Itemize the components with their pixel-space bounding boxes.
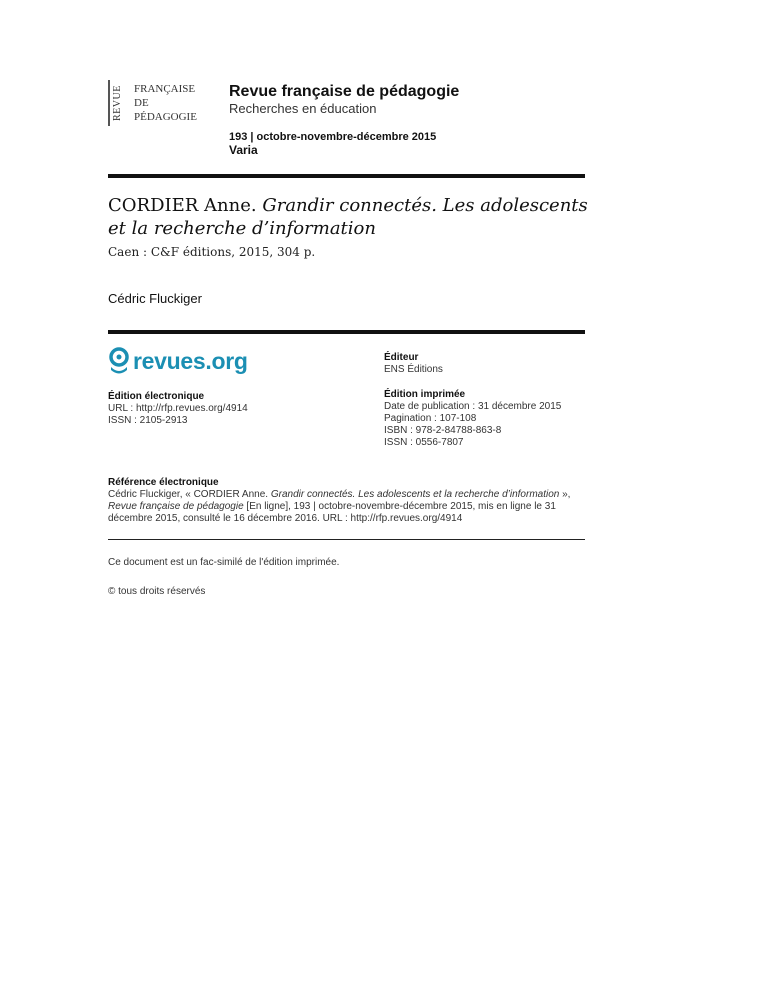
top-divider: [108, 174, 585, 178]
revues-logo[interactable]: [108, 347, 248, 375]
edition-imprimee-date: Date de publication : 31 décembre 2015: [384, 401, 562, 412]
edition-imprimee-block: [384, 389, 561, 449]
editeur-block: [384, 352, 443, 376]
logo-line-1: FRANÇAISE: [134, 83, 196, 95]
edition-imprimee-label: Édition imprimée: [384, 389, 466, 400]
reference-electronique: [108, 477, 586, 525]
facsimile-note: Ce document est un fac-similé de l'édition imprimée.: [108, 557, 340, 568]
logo-lines: [134, 82, 197, 124]
reference-part-3: »,: [559, 489, 571, 500]
reference-part-1: Cédric Fluckiger, « CORDIER Anne.: [108, 489, 271, 500]
journal-logo: [108, 80, 218, 128]
logo-vertical-text: REVUE: [112, 85, 123, 121]
edition-imprimee-isbn: ISBN : 978-2-84788-863-8: [384, 425, 502, 436]
rights-note: © tous droits réservés: [108, 586, 206, 597]
reference-part-5: [En ligne], 193 | octobre-novembre-décembre 2015, mis en ligne le 31 décembre 2015, consulté le 16 décembre 2016. URL : http://rfp.revues.org/4914: [108, 501, 556, 524]
revues-logo-text: revues.org: [133, 347, 248, 374]
revues-logo-icon: [108, 347, 130, 375]
bottom-divider: [108, 539, 585, 540]
article-author-caps: CORDIER Anne.: [108, 195, 257, 216]
middle-divider: [108, 330, 585, 334]
issue-number: 193 | octobre-novembre-décembre 2015: [229, 131, 437, 143]
article-reviewer: Cédric Fluckiger: [108, 291, 202, 306]
edition-electronique-url[interactable]: URL : http://rfp.revues.org/4914: [108, 403, 248, 414]
article-book-title: Grandir connectés. Les adolescents et la recherche d’information: [108, 195, 588, 239]
editeur-label: Éditeur: [384, 352, 419, 363]
edition-electronique-issn: ISSN : 2105-2913: [108, 415, 188, 426]
journal-subtitle: Recherches en éducation: [229, 101, 377, 116]
article-pubinfo: Caen : C&F éditions, 2015, 304 p.: [108, 245, 316, 259]
issue-title: Varia: [229, 143, 258, 157]
edition-electronique-label: Édition électronique: [108, 391, 205, 402]
edition-imprimee-pagination: Pagination : 107-108: [384, 413, 477, 424]
logo-line-3: PÉDAGOGIE: [134, 111, 197, 123]
editeur-value: ENS Éditions: [384, 364, 443, 375]
reference-book-title: Grandir connectés. Les adolescents et la recherche d’information: [270, 489, 560, 500]
article-title: [108, 194, 588, 240]
edition-electronique-block: [108, 391, 248, 427]
reference-label: Référence électronique: [108, 477, 219, 488]
logo-bar: [108, 80, 110, 126]
journal-title: Revue française de pédagogie: [229, 83, 460, 100]
edition-imprimee-issn: ISSN : 0556-7807: [384, 437, 464, 448]
reference-journal-title: Revue française de pédagogie: [108, 501, 244, 512]
logo-line-2: DE: [134, 97, 149, 109]
